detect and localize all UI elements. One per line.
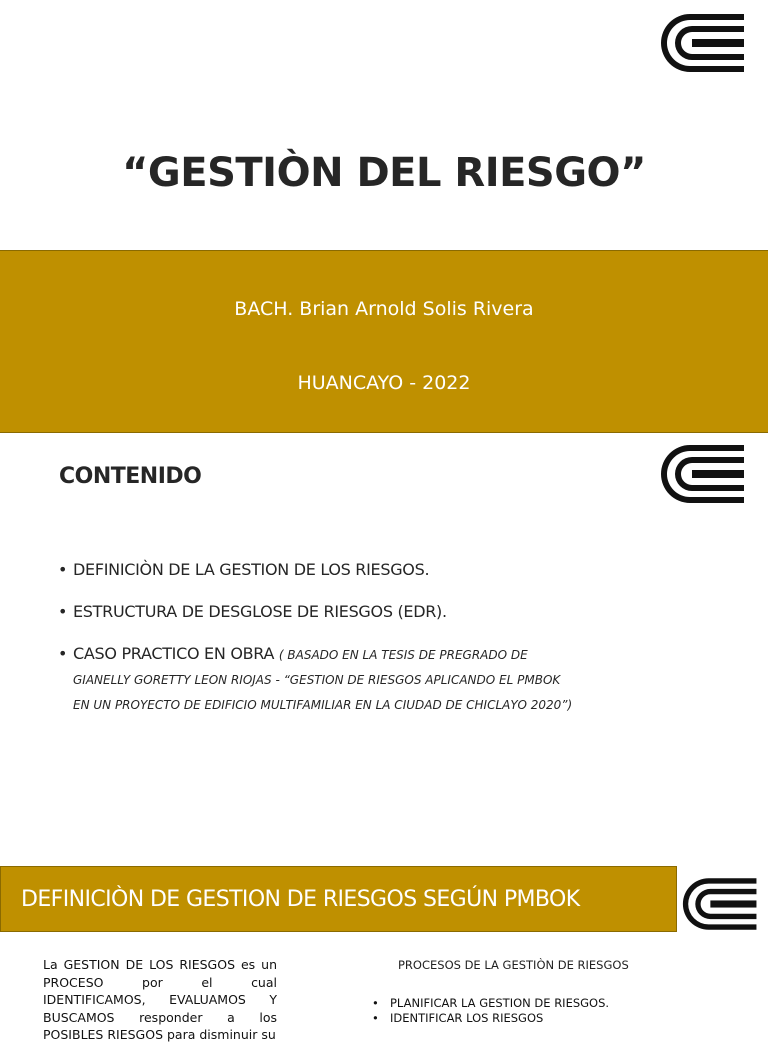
presentation-title: “GESTIÒN DEL RIESGO”	[122, 150, 646, 196]
list-item: • IDENTIFICAR LOS RIESGOS	[372, 1011, 609, 1026]
definition-slide	[0, 866, 768, 1042]
list-item-note: ( BASADO EN LA TESIS DE PREGRADO DE GIANELLY GORETTY LEON RIOJAS - “GESTION DE RIESGOS APLICANDO EL PMBOK EN UN PROYECTO DE EDIFICIO MULTIFAMILIAR EN LA CIUDAD DE CHICLAYO 2020”)	[73, 648, 573, 712]
definition-text: La GESTION DE LOS RIESGOS es un PROCESO por el cual IDENTIFICAMOS, EVALUAMOS Y BUSCAMOS responder a los POSIBLES RIESGOS para disminuir su	[43, 957, 277, 1042]
contents-list	[58, 558, 578, 735]
list-item	[58, 642, 578, 717]
contents-slide	[0, 434, 768, 866]
title-slide	[0, 0, 768, 250]
list-item-text: ESTRUCTURA DE DESGLOSE DE RIESGOS (EDR).	[73, 602, 447, 621]
author-name: BACH. Brian Arnold Solis Rivera	[234, 298, 534, 320]
institution-logo-icon	[682, 876, 760, 932]
list-item-text: CASO PRACTICO EN OBRA	[73, 644, 279, 663]
list-item: • PLANIFICAR LA GESTION DE RIESGOS.	[372, 996, 609, 1011]
processes-list	[372, 996, 609, 1026]
list-item-text: DEFINICIÒN DE LA GESTION DE LOS RIESGOS.	[73, 560, 430, 579]
contents-heading: CONTENIDO	[59, 464, 202, 489]
processes-title: PROCESOS DE LA GESTIÒN DE RIESGOS	[398, 958, 629, 972]
list-item	[58, 600, 578, 624]
author-band	[0, 250, 768, 433]
institution-logo-icon	[660, 12, 748, 74]
list-item	[58, 558, 578, 582]
institution-logo-icon	[660, 443, 748, 505]
place-year: HUANCAYO - 2022	[297, 372, 471, 394]
definition-header	[0, 866, 677, 932]
definition-heading: DEFINICIÒN DE GESTION DE RIESGOS SEGÚN PMBOK	[21, 887, 580, 912]
